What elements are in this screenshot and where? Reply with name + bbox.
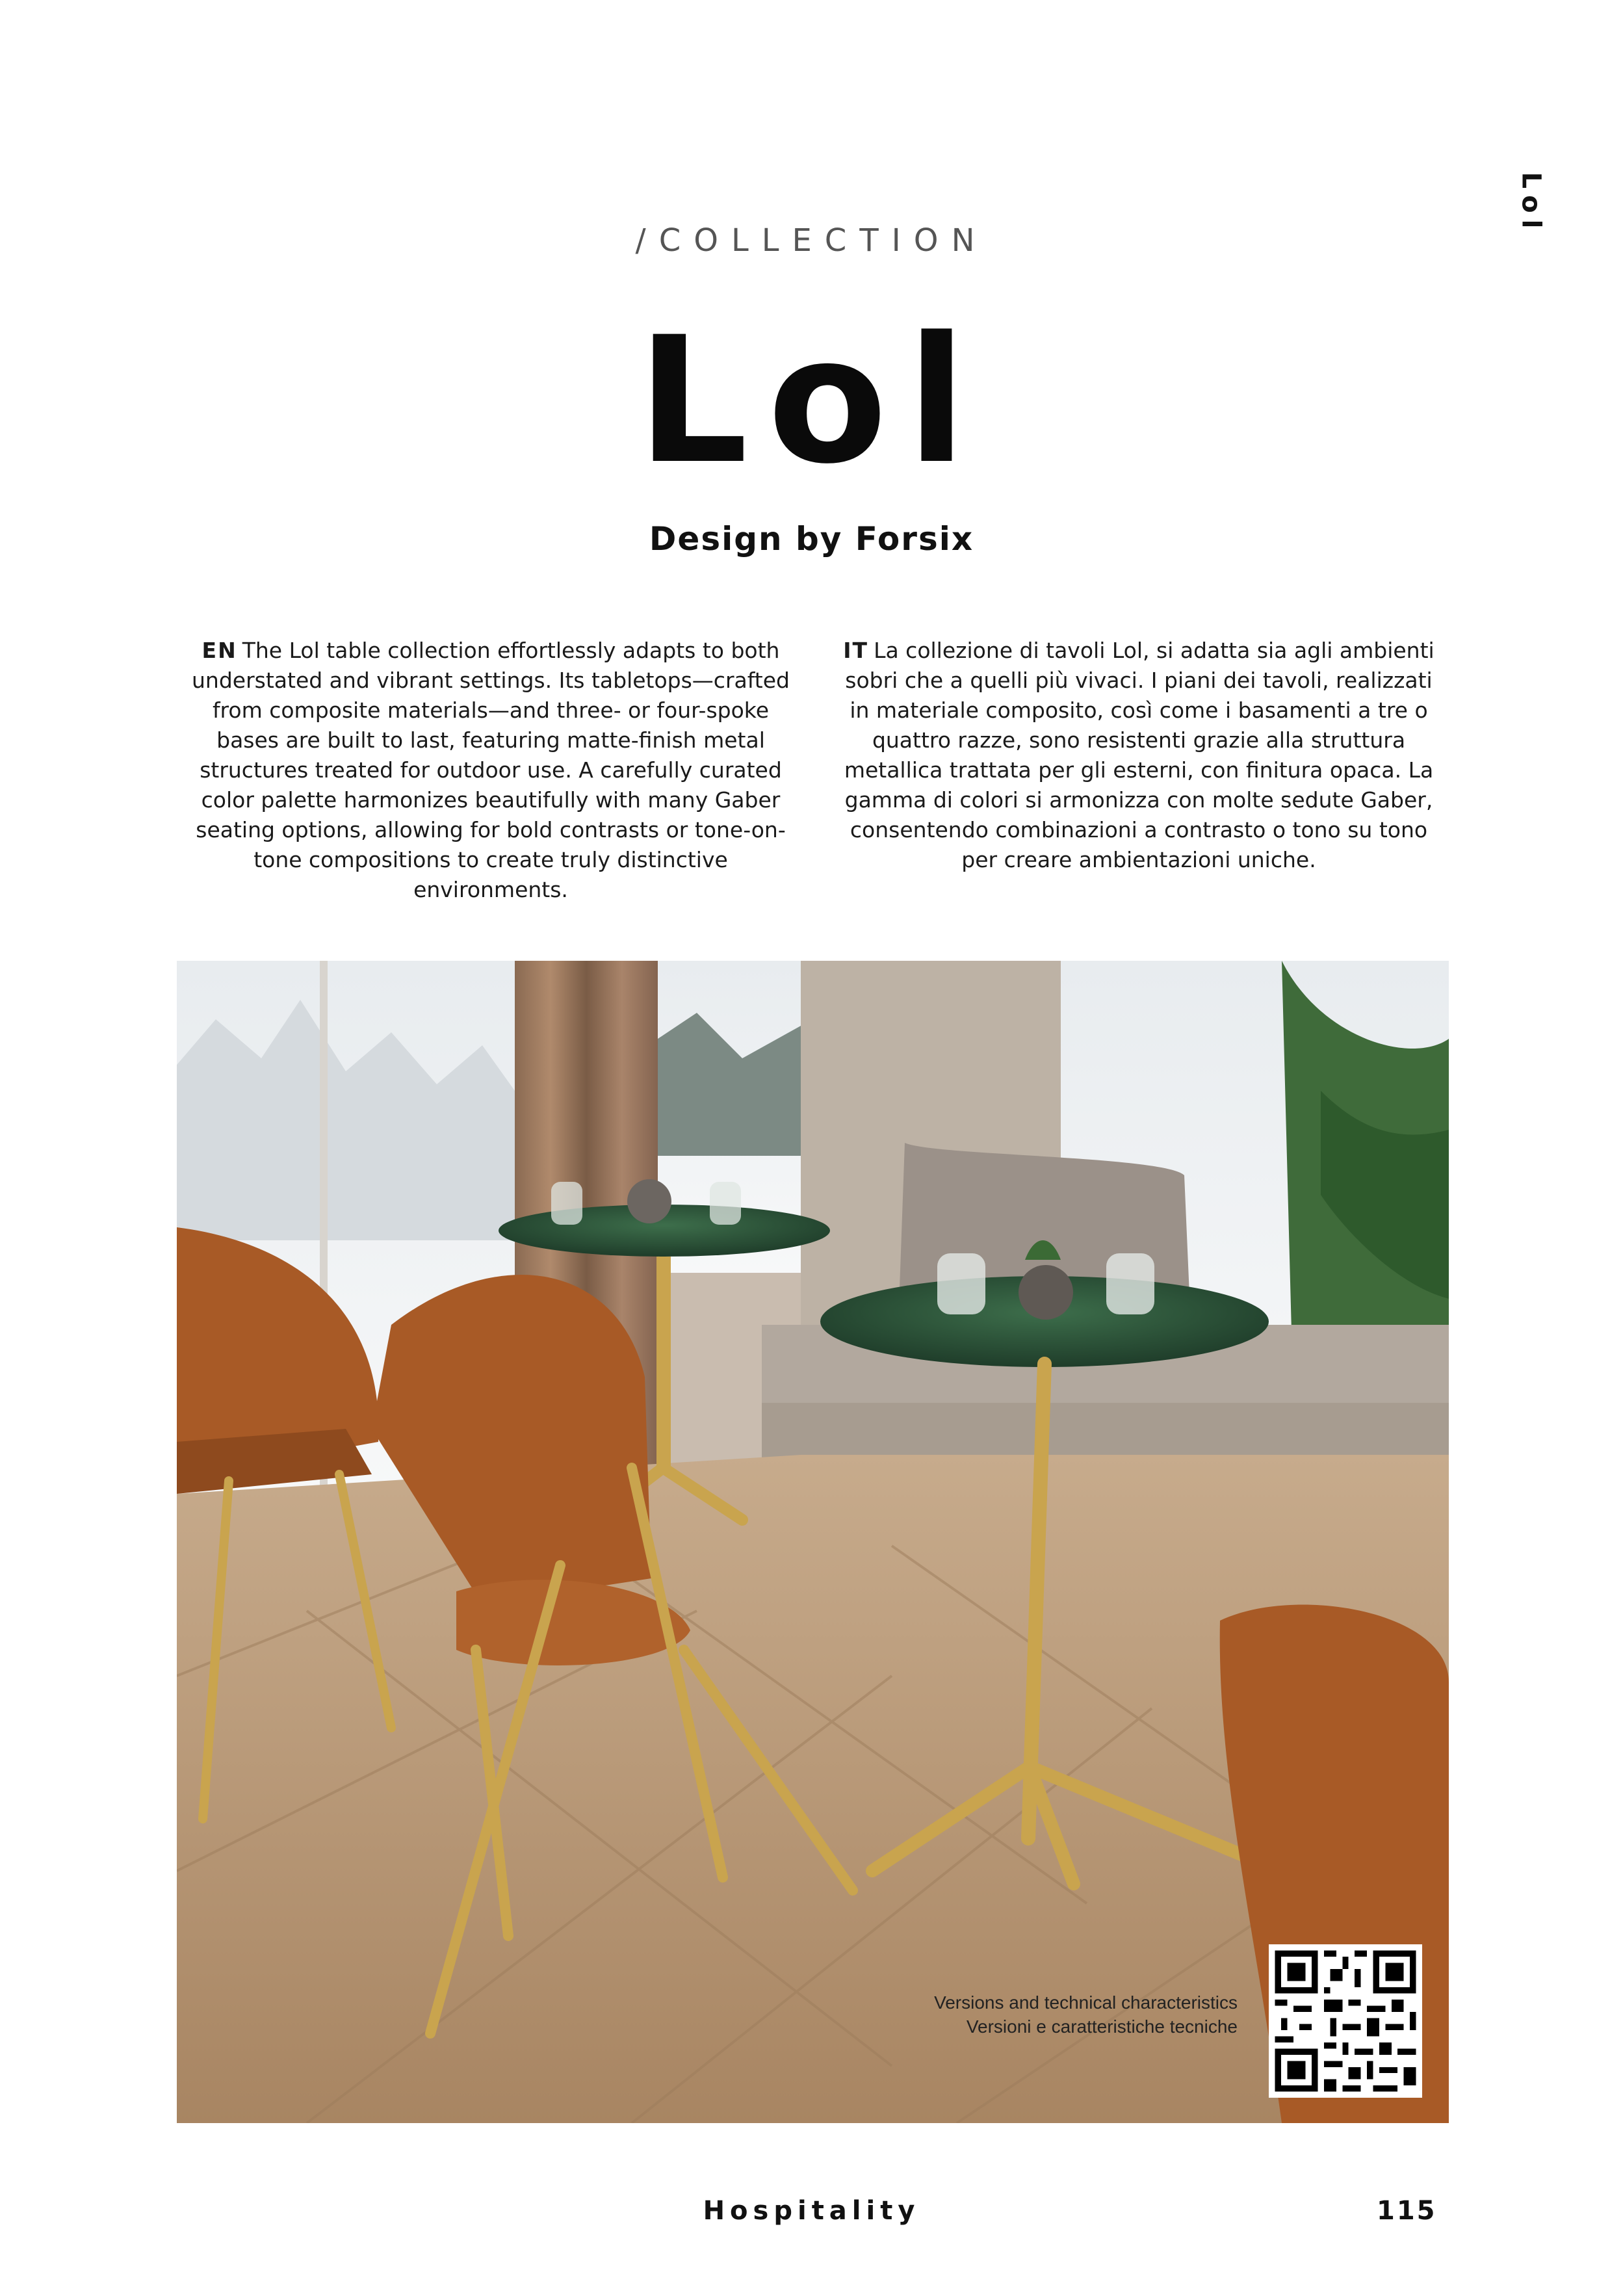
footer-section-title: Hospitality [703,2196,920,2226]
collection-title: Lol [637,300,986,502]
qr-code[interactable] [1269,1944,1422,2098]
description-it-text: La collezione di tavoli Lol, si adatta sia agli ambienti sobri che a quelli più vivaci. I piani dei tavoli, realizzati in materiale composito, così come i basamenti a tre o quattro razze, sono resistenti grazie alla struttura metallica trattata per gli esterni, con finitura opaca. La gamma di colori si armonizza con molte sedute Gaber, consentendo combinazioni a contrasto o tono su tono per creare ambientazioni uniche. [844,638,1435,872]
side-tab-label: Lol [1516,172,1546,235]
description-it [833,636,1444,875]
qr-caption-en: Versions and technical characteristics [934,1992,1238,2013]
lang-label-en: EN [201,638,237,663]
collection-kicker: /COLLECTION [635,222,988,259]
description-en [185,636,796,905]
description-en-text: The Lol table collection effortlessly adapts to both understated and vibrant settings. Its tabletops—crafted from composite materials—and three- or four-spoke bases are built to last, featuring matte-finish metal structures treated for outdoor use. A carefully curated color palette harmonizes beautifully with many Gaber seating options, allowing for bold contrasts or tone-on-tone compositions to create truly distinctive environments. [192,638,790,902]
lang-label-it: IT [843,638,869,663]
product-photo [177,961,1449,2123]
qr-caption-it: Versioni e caratteristiche tecniche [966,2016,1238,2037]
qr-code-pattern [1269,1944,1422,2098]
product-photo-illustration [177,961,1449,2123]
qr-caption [934,1990,1238,2039]
back-table-leg [656,1257,671,1471]
page-number: 115 [1377,2196,1437,2226]
designer-credit: Design by Forsix [649,520,974,558]
